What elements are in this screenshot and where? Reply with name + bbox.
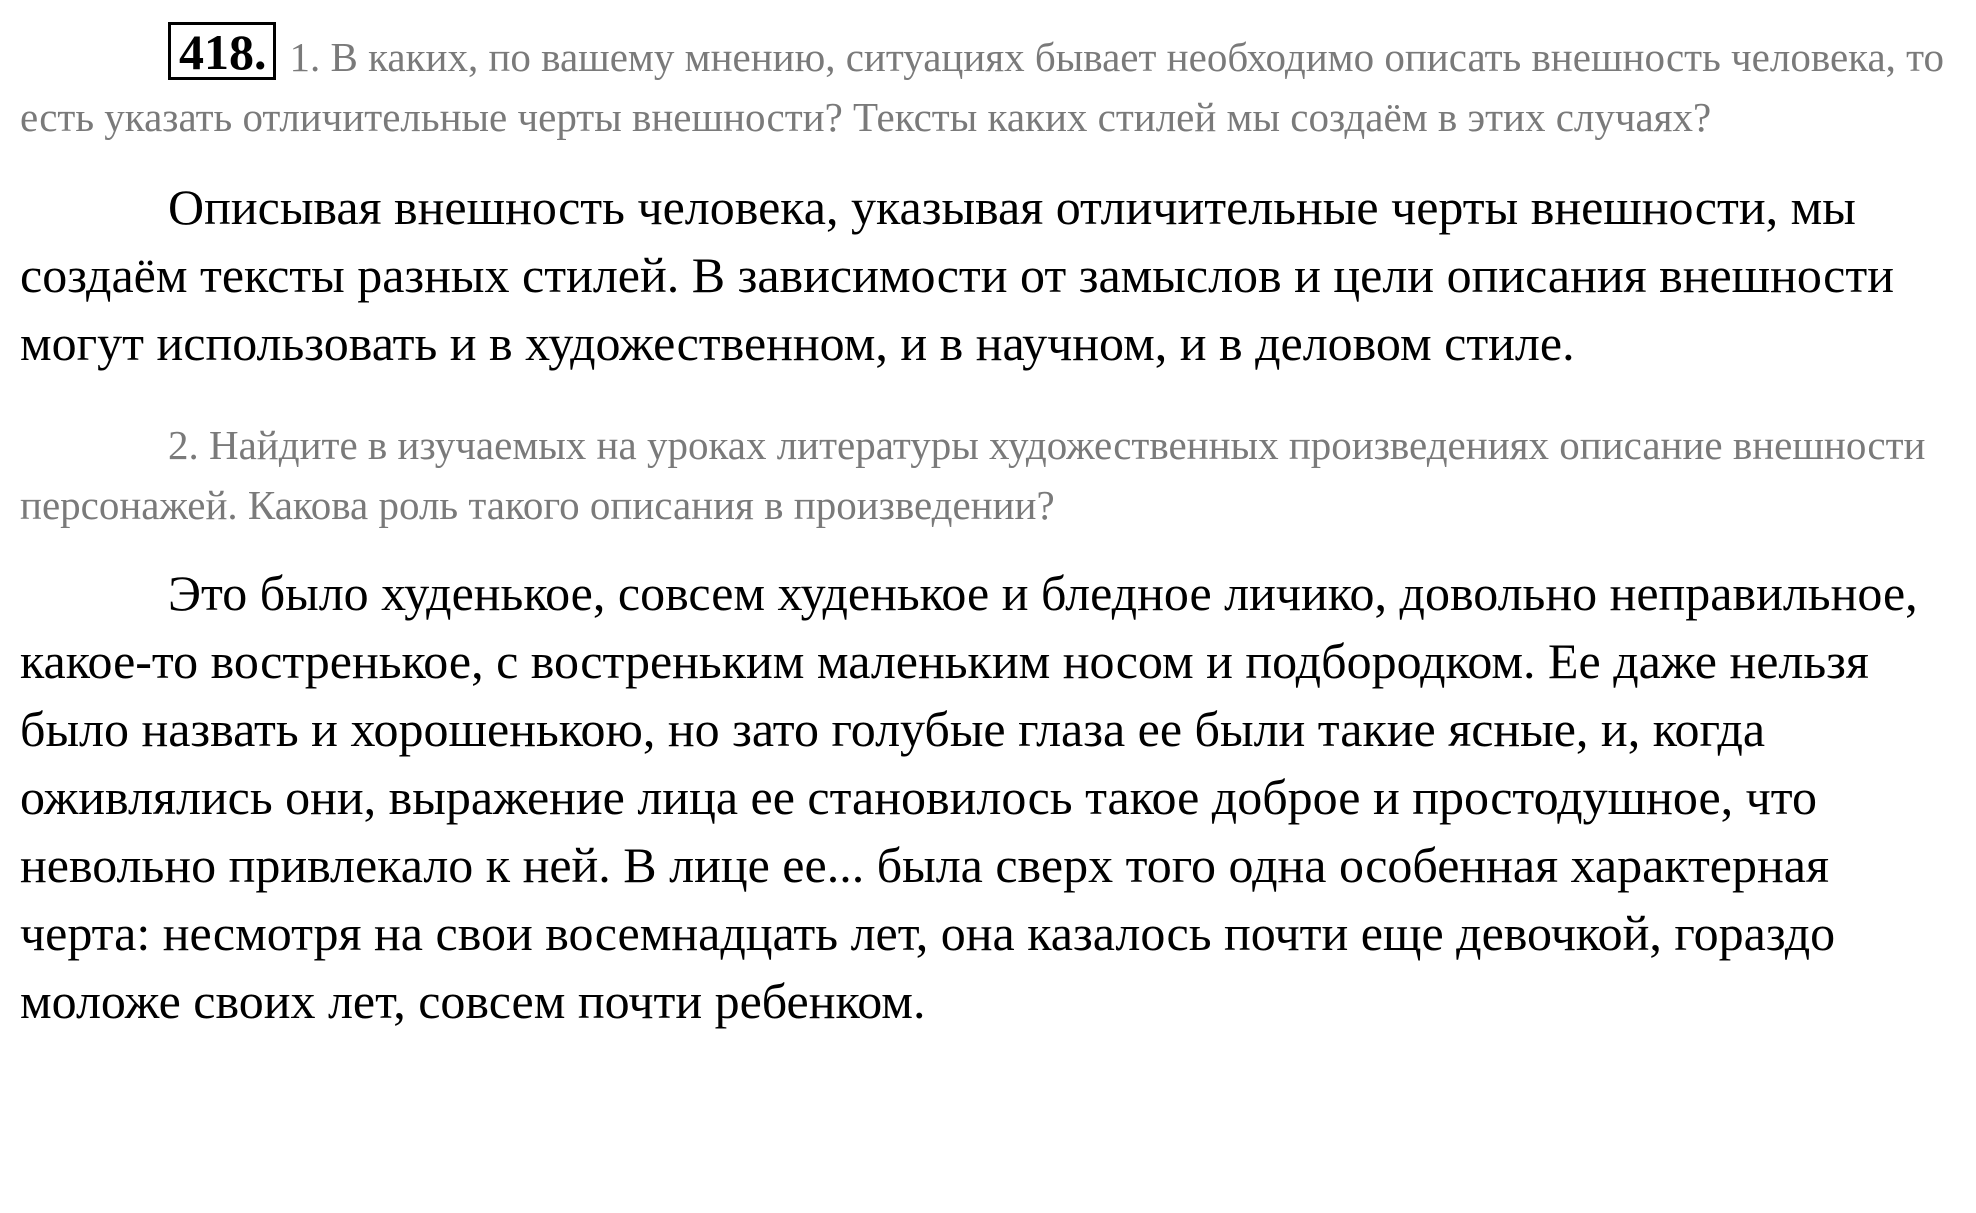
question-2: 2. Найдите в изучаемых на уроках литературы художественных произведениях описание внешности персонажей. Какова роль такого описания в произведении?	[20, 422, 1926, 528]
answer-1: Описывая внешность человека, указывая отличительные черты внешности, мы создаём тексты разных стилей. В зависимости от замыслов и цели описания внешности могут использовать и в художественном, и в научном, и в деловом стиле.	[20, 179, 1894, 371]
exercise-number: 418.	[168, 22, 276, 80]
question-1	[20, 22, 1970, 147]
answer-2: Это было худенькое, совсем худенькое и бледное личико, довольно неправильное, какое-то востренькое, с востреньким маленьким носом и подбородком. Ее даже нельзя было назвать и хорошенькою, но зато голубые глаза ее были такие ясные, и, когда оживлялись они, выражение лица ее становилось такое доброе и простодушное, что невольно привлекало к ней. В лице ее... была сверх того одна особенная характерная черта: несмотря на свои восемнадцать лет, она казалось почти еще девочкой, гораздо моложе своих лет, совсем почти ребенком.	[20, 565, 1918, 1029]
textbook-page	[20, 22, 1970, 1035]
question-1-text: 1. В каких, по вашему мнению, ситуациях бывает необходимо описать внешность человека, то есть указать отличительные черты внешности? Тексты каких стилей мы создаём в этих случаях?	[20, 34, 1945, 140]
